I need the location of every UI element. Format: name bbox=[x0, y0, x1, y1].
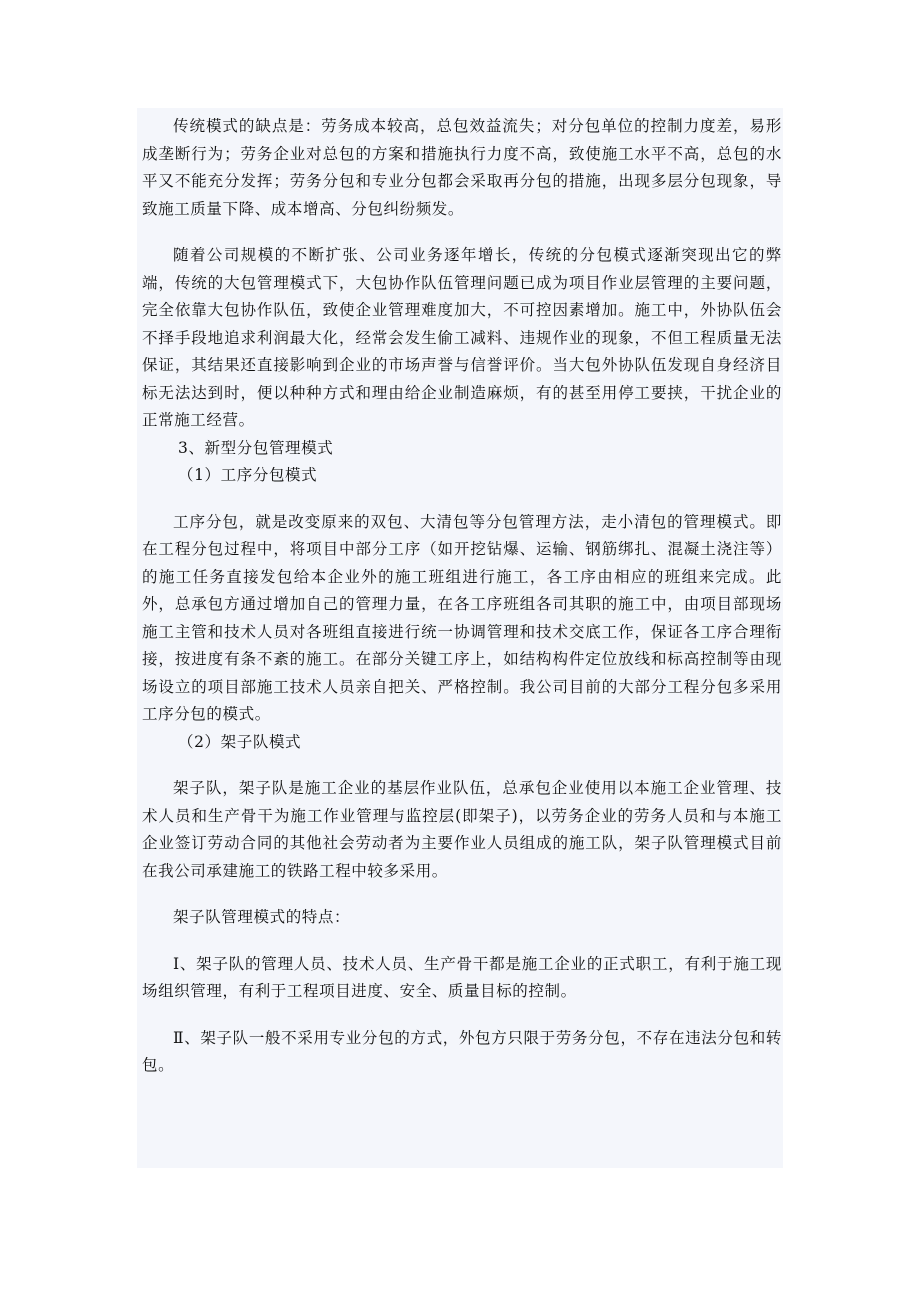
subheading-process-subcontract: （1）工序分包模式 bbox=[178, 466, 318, 484]
paragraph-frame-team: 架子队，架子队是施工企业的基层作业队伍，总承包企业使用以本施工企业管理、技术人员和生产骨干为施工作业管理与监控层(即架子)，以劳务企业的劳务人员和与本施工企业签订劳动合同的其他社会劳动者为主要作业人员组成的施工队，架子队管理模式目前在我公司承建施工的铁路工程中较多采用。 bbox=[142, 779, 782, 880]
section-heading-new-model: 3、新型分包管理模式 bbox=[178, 438, 334, 457]
paragraph-feature-1: Ⅰ、架子队的管理人员、技术人员、生产骨干都是施工企业的正式职工，有利于施工现场组织管理，有利于工程项目进度、安全、质量目标的控制。 bbox=[142, 954, 782, 1000]
paragraph-traditional-drawbacks: 传统模式的缺点是：劳务成本较高，总包效益流失；对分包单位的控制力度差，易形成垄断行为；劳务企业对总包的方案和措施执行力度不高，致使施工水平不高，总包的水平又不能充分发挥；劳务分包和专业分包都会采取再分包的措施，出现多层分包现象，导致施工质量下降、成本增高、分包纠纷频发。 bbox=[142, 117, 782, 218]
paragraph-frame-team-features: 架子队管理模式的特点： bbox=[173, 908, 351, 926]
document-body bbox=[142, 113, 782, 1080]
paragraph-feature-2: Ⅱ、架子队一般不采用专业分包的方式，外包方只限于劳务分包，不存在违法分包和转包。 bbox=[142, 1028, 782, 1074]
subheading-frame-team: （2）架子队模式 bbox=[178, 732, 302, 751]
paragraph-company-growth: 随着公司规模的不断扩张、公司业务逐年增长，传统的分包模式逐渐突现出它的弊端，传统的大包管理模式下，大包协作队伍管理问题已成为项目作业层管理的主要问题，完全依靠大包协作队伍，致使企业管理难度加大，不可控因素增加。施工中，外协队伍会不择手段地追求利润最大化，经常会发生偷工减料、违规作业的现象，不但工程质量无法保证，其结果还直接影响到企业的市场声誉与信誉评价。当大包外协队伍发现自身经济目标无法达到时，便以种种方式和理由给企业制造麻烦，有的甚至用停工要挟，干扰企业的正常施工经营。 bbox=[142, 246, 782, 429]
paragraph-process-subcontract: 工序分包，就是改变原来的双包、大清包等分包管理方法，走小清包的管理模式。即在工程分包过程中，将项目中部分工序（如开挖钻爆、运输、钢筋绑扎、混凝土浇注等）的施工任务直接发包给本企业外的施工班组进行施工，各工序由相应的班组来完成。此外，总承包方通过增加自己的管理力量，在各工序班组各司其职的施工中，由项目部现场施工主管和技术人员对各班组直接进行统一协调管理和技术交底工作，保证各工序合理衔接，按进度有条不紊的施工。在部分关键工序上，如结构构件定位放线和标高控制等由现场设立的项目部施工技术人员亲自把关、严格控制。我公司目前的大部分工程分包多采用工序分包的模式。 bbox=[142, 512, 782, 723]
